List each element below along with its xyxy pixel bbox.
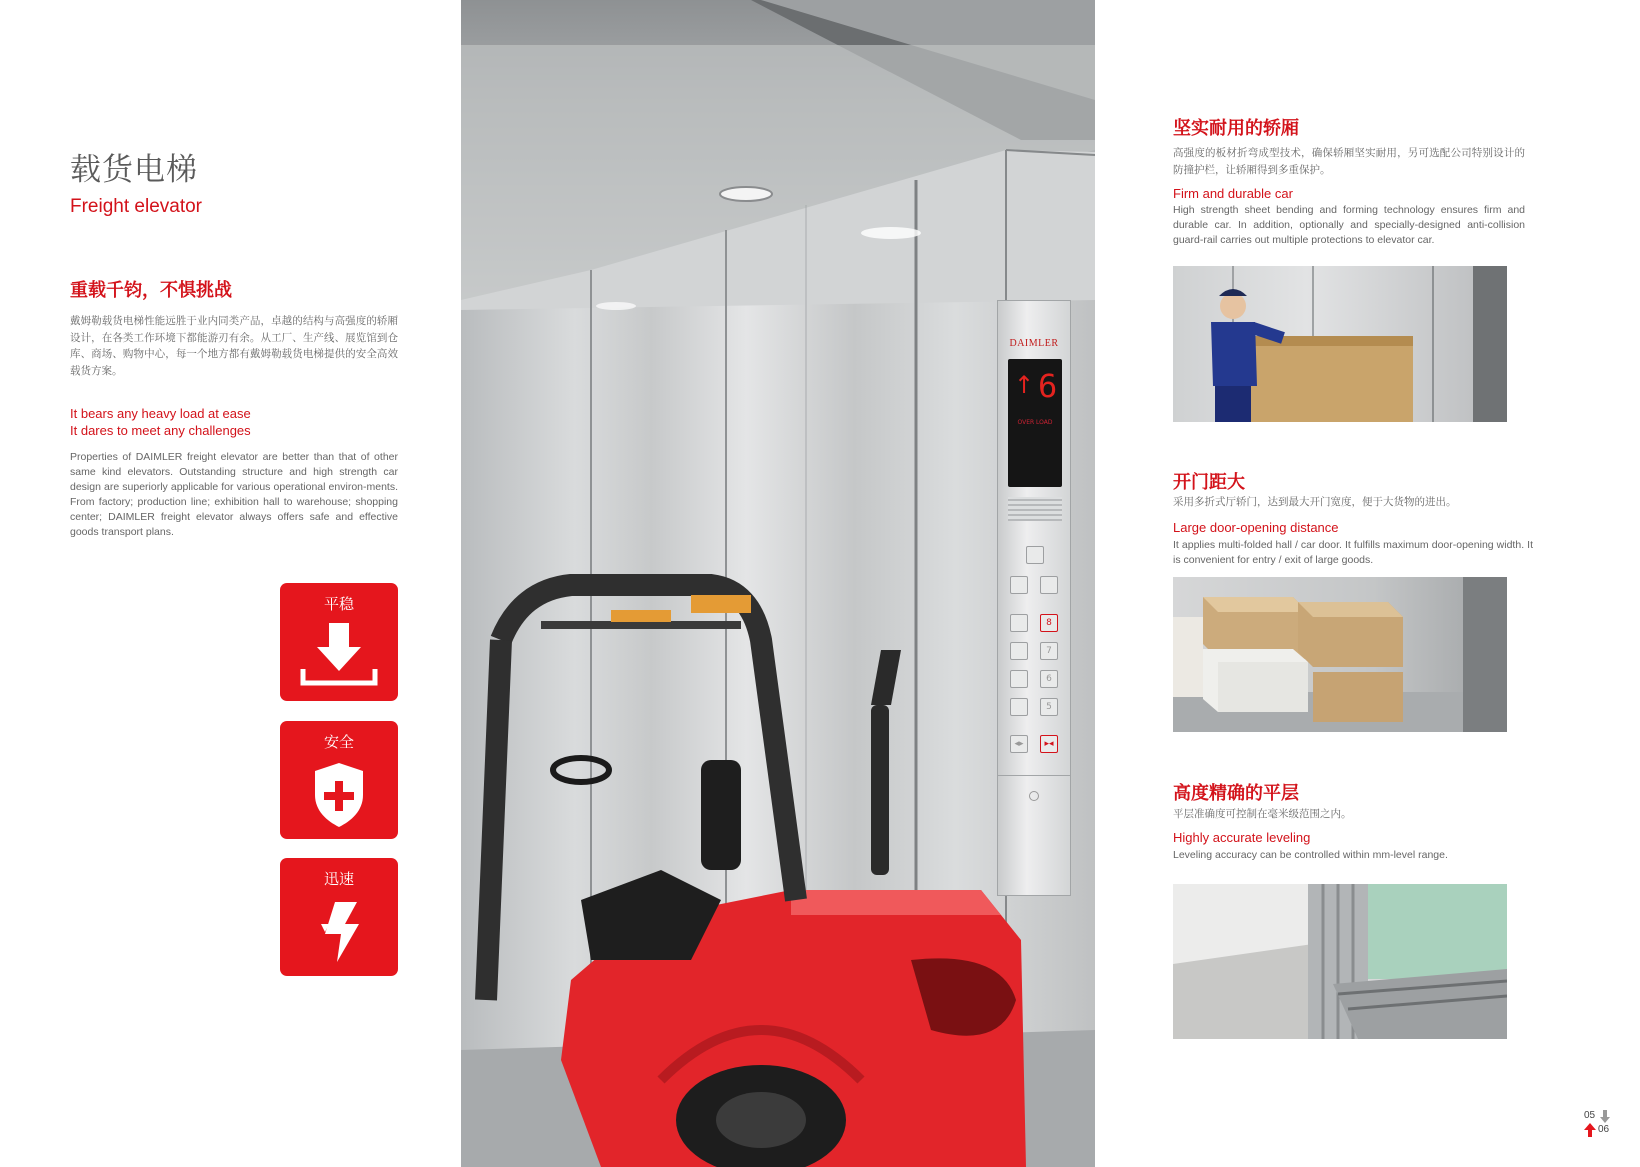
door-open-button: ◂▸: [1010, 735, 1028, 753]
block-heading-cn: 开门距大: [1173, 472, 1245, 493]
block-heading-cn: 坚实耐用的轿厢: [1173, 118, 1299, 139]
page-title-en: Freight elevator: [70, 196, 203, 217]
block-paragraph-cn: 高强度的板材折弯成型技术，确保轿厢坚实耐用，另可选配公司特别设计的防撞护栏，让轿厢得到多重保护。: [1173, 147, 1525, 176]
overload-indicator: OVER LOAD: [1017, 419, 1053, 426]
call-button: [1026, 546, 1044, 564]
floor-button: [1010, 614, 1028, 632]
door-close-button: ▸◂: [1040, 735, 1058, 753]
page-title-cn: 载货电梯: [70, 152, 198, 188]
photo-cardboard-boxes: [1173, 577, 1507, 732]
floor-button: [1010, 698, 1028, 716]
section-heading-cn: 重载千钧，不惧挑战: [70, 280, 232, 301]
feature-card-stable: [280, 583, 398, 701]
intercom-button: [1040, 576, 1058, 594]
block-paragraph-en: High strength sheet bending and forming technology ensures firm and durable car. In addition, optionally and specially-designed anti-collision guard-rail carries out multiple protections to elevator car.: [1173, 204, 1525, 246]
block-paragraph-en: Leveling accuracy can be controlled within mm-level range.: [1173, 849, 1448, 861]
floor-button: [1010, 670, 1028, 688]
block-heading-en: Large door-opening distance: [1173, 520, 1339, 535]
feature-card-safe: [280, 721, 398, 839]
download-arrow-icon: [299, 619, 379, 691]
block-heading-en: Firm and durable car: [1173, 186, 1293, 201]
speaker-grille: [1008, 497, 1062, 521]
section-paragraph-en: Properties of DAIMLER freight elevator are better than that of other same kind elevators. Outstanding structure and high strength car design are superiorly applicable for various operational environ-ments. From factory; production line; exhibition hall to warehouse; shopping center; DAIMLER freight elevator always offers safe and effective goods transport plans.: [70, 451, 398, 538]
feature-label: 迅速: [323, 870, 354, 888]
alarm-button: [1010, 576, 1028, 594]
feature-card-fast: [280, 858, 398, 976]
arrow-up-icon: [1584, 1123, 1596, 1137]
left-page: [0, 0, 461, 1167]
shield-plus-icon: [299, 757, 379, 829]
block-heading-cn: 高度精确的平层: [1173, 783, 1299, 804]
floor-number: 6: [1038, 367, 1058, 405]
floor-button: [1010, 642, 1028, 660]
block-heading-en: Highly accurate leveling: [1173, 830, 1311, 845]
section-heading-en-line2: It dares to meet any challenges: [70, 423, 251, 438]
floor-display: [1008, 359, 1062, 487]
block-paragraph-cn: 采用多折式厅轿门，达到最大开门宽度，便于大货物的进出。: [1173, 496, 1457, 508]
floor-button: 8: [1040, 614, 1058, 632]
section-paragraph-cn: 戴姆勒载货电梯性能远胜于业内同类产品，卓越的结构与高强度的轿厢设计，在各类工作环境下都能游刃有余。从工厂、生产线、展览馆到仓库、商场、购物中心，每一个地方都有戴姆勒载货电梯提供的安全高效载货方案。: [70, 315, 398, 377]
page-number-right: 06: [1598, 1124, 1610, 1135]
feature-label: 安全: [323, 733, 354, 751]
feature-label: 平稳: [323, 595, 354, 613]
floor-button: 7: [1040, 642, 1058, 660]
lightning-icon: [299, 894, 379, 966]
elevator-photo: [461, 0, 1095, 1167]
page-number-left: 05: [1584, 1110, 1596, 1121]
section-heading-en-line1: It bears any heavy load at ease: [70, 406, 251, 421]
floor-button: 5: [1040, 698, 1058, 716]
cop-logo: DAIMLER: [1009, 338, 1059, 349]
arrow-down-icon: [1600, 1110, 1610, 1124]
block-paragraph-cn: 平层准确度可控制在毫米级范围之内。: [1173, 808, 1352, 820]
block-paragraph-en: It applies multi-folded hall / car door. It fulfills maximum door-opening width. It is convenient for entry / exit of large goods.: [1173, 539, 1533, 566]
direction-arrow-icon: ↑: [1014, 371, 1035, 399]
photo-door-sill-leveling: [1173, 884, 1507, 1039]
car-operating-panel: [997, 300, 1071, 896]
key-switch-icon: [1029, 791, 1039, 801]
floor-button: 6: [1040, 670, 1058, 688]
photo-worker-with-crate: [1173, 266, 1507, 422]
